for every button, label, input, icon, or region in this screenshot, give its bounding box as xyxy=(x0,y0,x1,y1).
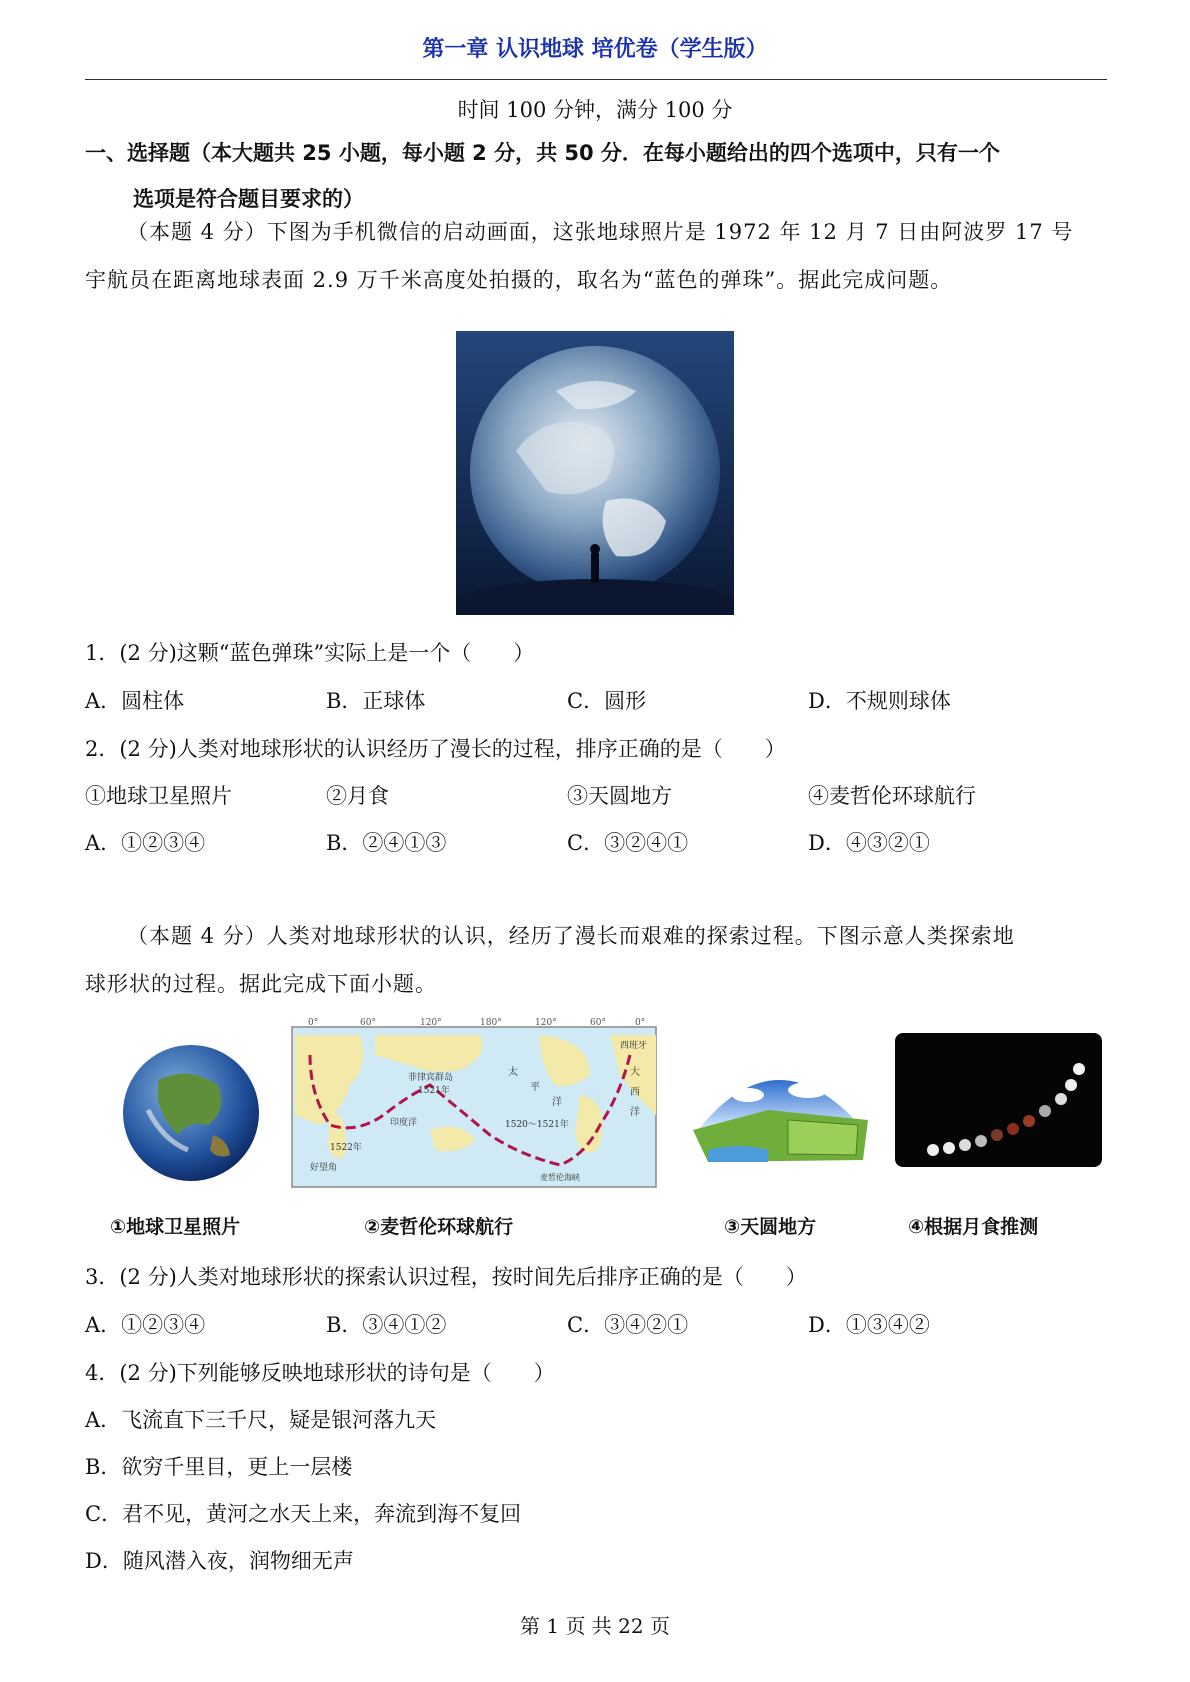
map-label: 西班牙 xyxy=(620,1041,648,1051)
q2-option-c[interactable]: C．③②④① xyxy=(567,831,689,855)
q3-option-c[interactable]: C．③④②① xyxy=(567,1313,689,1337)
q2-item-3: ③天圆地方 xyxy=(567,784,672,808)
page-title: 第一章 认识地球 培优卷（学生版） xyxy=(422,37,768,62)
map-tick: 180° xyxy=(480,1018,502,1028)
q2-option-b[interactable]: B．②④①③ xyxy=(326,831,447,855)
map-tick: 60° xyxy=(360,1018,376,1028)
passage-2 xyxy=(85,912,1107,1008)
question-4-stem: 4．(2 分)下列能够反映地球形状的诗句是（ ） xyxy=(85,1361,555,1385)
q2-item-4: ④麦哲伦环球航行 xyxy=(808,784,976,808)
round-sky-square-earth-illustration xyxy=(688,1050,874,1170)
blue-marble-earth-image xyxy=(456,331,734,615)
q1-option-d[interactable]: D．不规则球体 xyxy=(808,689,951,713)
map-label: 1521年 xyxy=(418,1086,450,1096)
lunar-eclipse-photo xyxy=(895,1033,1102,1167)
map-tick: 120° xyxy=(420,1018,442,1028)
figure-label-1: ①地球卫星照片 xyxy=(110,1216,241,1238)
magellan-route-map xyxy=(290,1015,658,1205)
map-tick: 0° xyxy=(308,1018,319,1028)
map-label: 麦哲伦海峡 xyxy=(540,1173,580,1182)
map-label: 平 xyxy=(530,1082,540,1093)
section-heading-line2: 选项是符合题目要求的） xyxy=(133,187,364,211)
map-label: 太 xyxy=(508,1067,518,1078)
q4-option-c[interactable]: C．君不见，黄河之水天上来，奔流到海不复回 xyxy=(85,1502,522,1526)
map-label: 西 xyxy=(630,1087,640,1098)
q1-option-b[interactable]: B．正球体 xyxy=(326,689,426,713)
q4-option-b[interactable]: B．欲穷千里目，更上一层楼 xyxy=(85,1455,353,1479)
q1-option-a[interactable]: A．圆柱体 xyxy=(85,689,185,713)
q3-option-d[interactable]: D．①③④② xyxy=(808,1313,930,1337)
exam-time-info: 时间 100 分钟，满分 100 分 xyxy=(457,98,733,122)
map-label: 洋 xyxy=(630,1107,640,1118)
passage-1-line2: 宇航员在距离地球表面 2.9 万千米高度处拍摄的，取名为“蓝色的弹珠”。据此完成问题。 xyxy=(85,268,953,292)
figure-label-4: ④根据月食推测 xyxy=(908,1216,1039,1238)
map-label: 印度洋 xyxy=(390,1118,418,1128)
passage-2-line2: 球形状的过程。据此完成下面小题。 xyxy=(85,972,437,996)
question-3-stem: 3．(2 分)人类对地球形状的探索认识过程，按时间先后排序正确的是（ ） xyxy=(85,1265,807,1289)
question-2-stem: 2．(2 分)人类对地球形状的认识经历了漫长的过程，排序正确的是（ ） xyxy=(85,737,786,761)
map-label: 好望角 xyxy=(310,1163,338,1173)
q2-option-a[interactable]: A．①②③④ xyxy=(85,831,206,855)
passage-1 xyxy=(85,208,1107,304)
q2-item-1: ①地球卫星照片 xyxy=(85,784,232,808)
q2-option-d[interactable]: D．④③②① xyxy=(808,831,930,855)
map-tick: 120° xyxy=(535,1018,557,1028)
map-tick: 60° xyxy=(590,1018,606,1028)
q4-option-d[interactable]: D．随风潜入夜，润物细无声 xyxy=(85,1549,354,1573)
q1-option-c[interactable]: C．圆形 xyxy=(567,689,647,713)
q3-option-b[interactable]: B．③④①② xyxy=(326,1313,447,1337)
map-label: 1520～1521年 xyxy=(505,1120,569,1130)
map-label: 1522年 xyxy=(330,1143,362,1153)
map-label: 菲律宾群岛 xyxy=(408,1073,454,1083)
figure-label-3: ③天圆地方 xyxy=(724,1216,817,1238)
section-heading-line1: 一、选择题（本大题共 25 小题，每小题 2 分，共 50 分．在每小题给出的四个选项中，只有一个 xyxy=(85,141,1000,165)
page-number: 第 1 页 共 22 页 xyxy=(520,1614,670,1638)
q3-option-a[interactable]: A．①②③④ xyxy=(85,1313,206,1337)
header-divider xyxy=(85,79,1107,80)
q2-item-2: ②月食 xyxy=(326,784,389,808)
passage-2-line1: （本题 4 分）人类对地球形状的认识，经历了漫长而艰难的探索过程。下图示意人类探索地 xyxy=(127,924,1015,948)
q4-option-a[interactable]: A．飞流直下三千尺，疑是银河落九天 xyxy=(85,1408,437,1432)
passage-1-line1: （本题 4 分）下图为手机微信的启动画面，这张地球照片是 1972 年 12 月 7 日由阿波罗 17 号 xyxy=(127,220,1074,244)
map-label: 大 xyxy=(630,1067,640,1078)
map-label: 洋 xyxy=(552,1097,562,1108)
question-1-stem: 1．(2 分)这颗“蓝色弹珠”实际上是一个（ ） xyxy=(85,641,535,665)
satellite-earth-photo xyxy=(118,1040,264,1186)
figure-label-2: ②麦哲伦环球航行 xyxy=(364,1216,514,1238)
map-tick: 0° xyxy=(635,1018,646,1028)
